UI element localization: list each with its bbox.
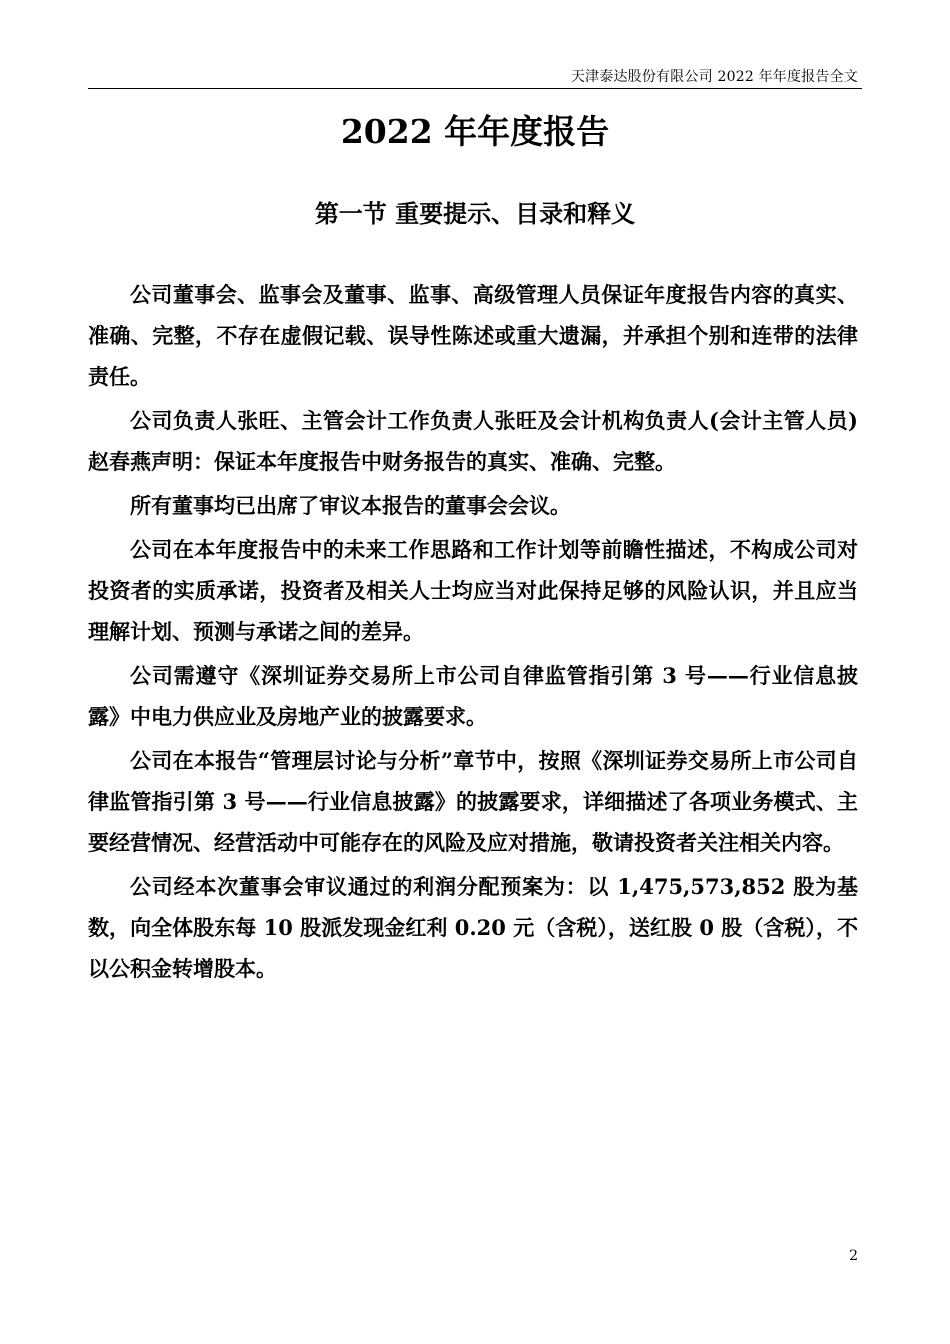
page-number: 2 — [849, 1248, 858, 1264]
header-divider — [88, 88, 862, 89]
paragraph-risk-notice: 公司在本报告“管理层讨论与分析”章节中，按照《深圳证券交易所上市公司自律监管指引第 3 号——行业信息披露》的披露要求，详细描述了各项业务模式、主要经营情况、经营活动中可能存在的风险及应对措施，敬请投资者关注相关内容。 — [88, 748, 858, 855]
running-header: 天津泰达股份有限公司 2022 年年度报告全文 — [570, 69, 858, 85]
paragraph-disclosure-requirement: 公司需遵守《深圳证券交易所上市公司自律监管指引第 3 号——行业信息披露》中电力供应业及房地产业的披露要求。 — [88, 663, 858, 729]
paragraph-officer-declaration: 公司负责人张旺、主管会计工作负责人张旺及会计机构负责人(会计主管人员)赵春燕声明：保证本年度报告中财务报告的真实、准确、完整。 — [88, 408, 858, 474]
paragraph-forward-looking: 公司在本年度报告中的未来工作思路和工作计划等前瞻性描述，不构成公司对投资者的实质承诺，投资者及相关人士均应当对此保持足够的风险认识，并且应当理解计划、预测与承诺之间的差异。 — [88, 537, 858, 644]
body-text — [88, 274, 858, 992]
paragraph-board-attendance: 所有董事均已出席了审议本报告的董事会会议。 — [130, 493, 571, 518]
document-title: 2022 年年度报告 — [340, 112, 610, 151]
paragraph-profit-distribution: 公司经本次董事会审议通过的利润分配预案为：以 1,475,573,852 股为基数，向全体股东每 10 股派发现金红利 0.20 元（含税），送红股 0 股（含税），不以公积金转增股本。 — [88, 874, 858, 981]
section-title: 第一节 重要提示、目录和释义 — [314, 199, 636, 228]
paragraph-responsibility-statement: 公司董事会、监事会及董事、监事、高级管理人员保证年度报告内容的真实、准确、完整，不存在虚假记载、误导性陈述或重大遗漏，并承担个别和连带的法律责任。 — [88, 282, 858, 389]
